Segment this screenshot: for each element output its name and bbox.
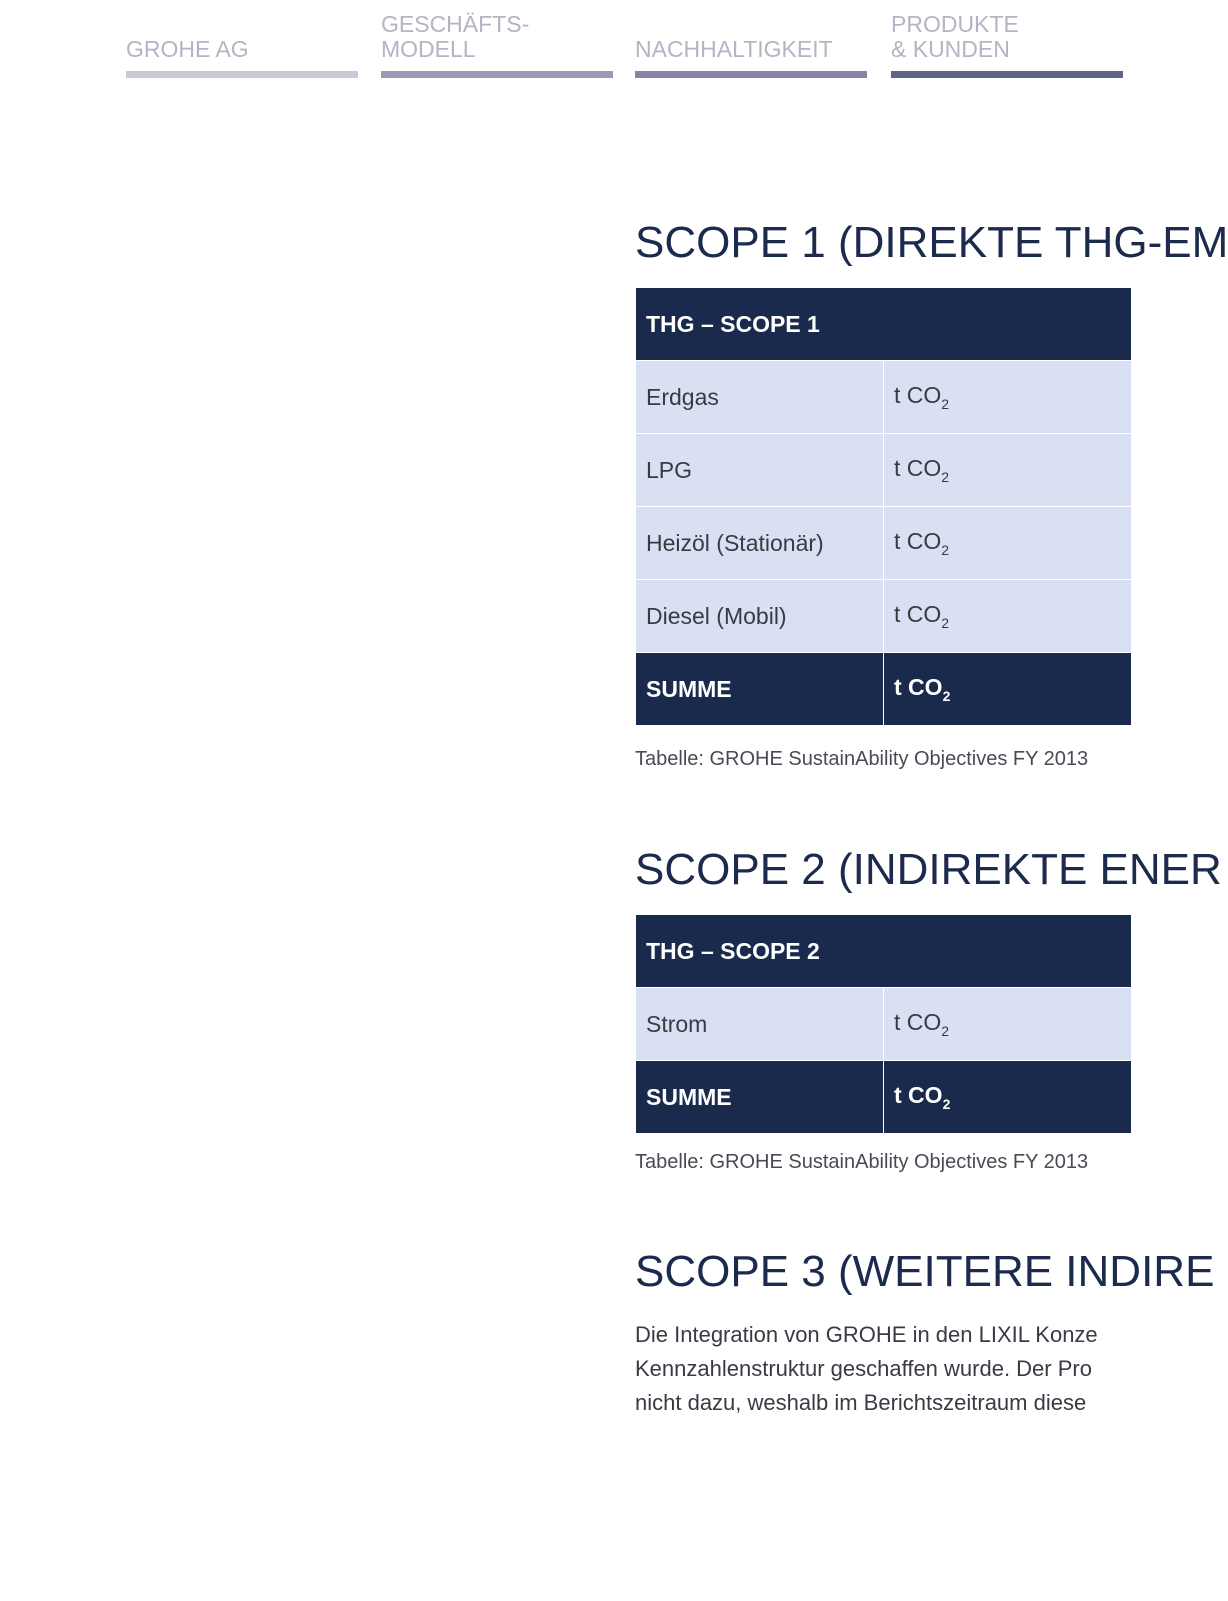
scope1-table bbox=[635, 287, 1132, 726]
row-unit: t $CO_2$ bbox=[884, 988, 1132, 1061]
paragraph-line: Kennzahlenstruktur geschaffen wurde. Der Pro bbox=[635, 1356, 1092, 1381]
nav-tab-bar bbox=[381, 71, 613, 78]
nav-tab-label: GESCHÄFTS- MODELL bbox=[381, 11, 530, 62]
scope1-caption: Tabelle: GROHE SustainAbility Objectives FY 2013 bbox=[635, 748, 1089, 770]
row-label: LPG bbox=[636, 434, 884, 507]
paragraph-line: nicht dazu, weshalb im Berichtszeitraum diese bbox=[635, 1390, 1087, 1415]
row-unit: t $CO_2$ bbox=[884, 361, 1132, 434]
scope3-heading: SCOPE 3 (WEITERE INDIRE bbox=[635, 1247, 1215, 1296]
table-row bbox=[636, 580, 1132, 653]
table-header: THG – SCOPE 2 bbox=[636, 915, 1132, 988]
table-row bbox=[636, 507, 1132, 580]
sum-label: SUMME bbox=[636, 1061, 884, 1134]
table-header-row bbox=[636, 915, 1132, 988]
table-sum-row bbox=[636, 1061, 1132, 1134]
section-nav bbox=[0, 0, 1132, 80]
table-row bbox=[636, 988, 1132, 1061]
paragraph-line: Die Integration von GROHE in den LIXIL Konze bbox=[635, 1322, 1098, 1347]
row-label: Diesel (Mobil) bbox=[636, 580, 884, 653]
sum-unit: t $CO_2$ bbox=[884, 1061, 1132, 1134]
table-sum-row bbox=[636, 653, 1132, 726]
nav-tab-geschaeftsmodell[interactable] bbox=[381, 0, 613, 78]
scope2-heading: SCOPE 2 (INDIREKTE ENER bbox=[635, 845, 1222, 894]
nav-tab-bar bbox=[891, 71, 1123, 78]
row-label: Strom bbox=[636, 988, 884, 1061]
scope3-paragraph bbox=[635, 1318, 1132, 1420]
sum-label: SUMME bbox=[636, 653, 884, 726]
nav-tab-nachhaltigkeit[interactable] bbox=[635, 0, 867, 78]
nav-tab-label: PRODUKTE & KUNDEN bbox=[891, 11, 1019, 62]
scope1-heading: SCOPE 1 (DIREKTE THG-EM bbox=[635, 218, 1228, 267]
nav-tab-grohe-ag[interactable] bbox=[126, 0, 358, 78]
row-label: Heizöl (Stationär) bbox=[636, 507, 884, 580]
scope2-caption: Tabelle: GROHE SustainAbility Objectives FY 2013 bbox=[635, 1151, 1089, 1173]
sum-unit: t $CO_2$ bbox=[884, 653, 1132, 726]
row-label: Erdgas bbox=[636, 361, 884, 434]
row-unit: t $CO_2$ bbox=[884, 434, 1132, 507]
scope2-table bbox=[635, 914, 1132, 1134]
nav-tab-produkte-kunden[interactable] bbox=[891, 0, 1123, 78]
nav-tab-bar bbox=[126, 71, 358, 78]
table-row bbox=[636, 434, 1132, 507]
nav-tab-bar bbox=[635, 71, 867, 78]
table-row bbox=[636, 361, 1132, 434]
row-unit: t $CO_2$ bbox=[884, 580, 1132, 653]
table-header-row bbox=[636, 288, 1132, 361]
nav-tab-label: GROHE AG bbox=[126, 36, 249, 62]
row-unit: t $CO_2$ bbox=[884, 507, 1132, 580]
nav-tab-label: NACHHALTIGKEIT bbox=[635, 36, 833, 62]
table-header: THG – SCOPE 1 bbox=[636, 288, 1132, 361]
